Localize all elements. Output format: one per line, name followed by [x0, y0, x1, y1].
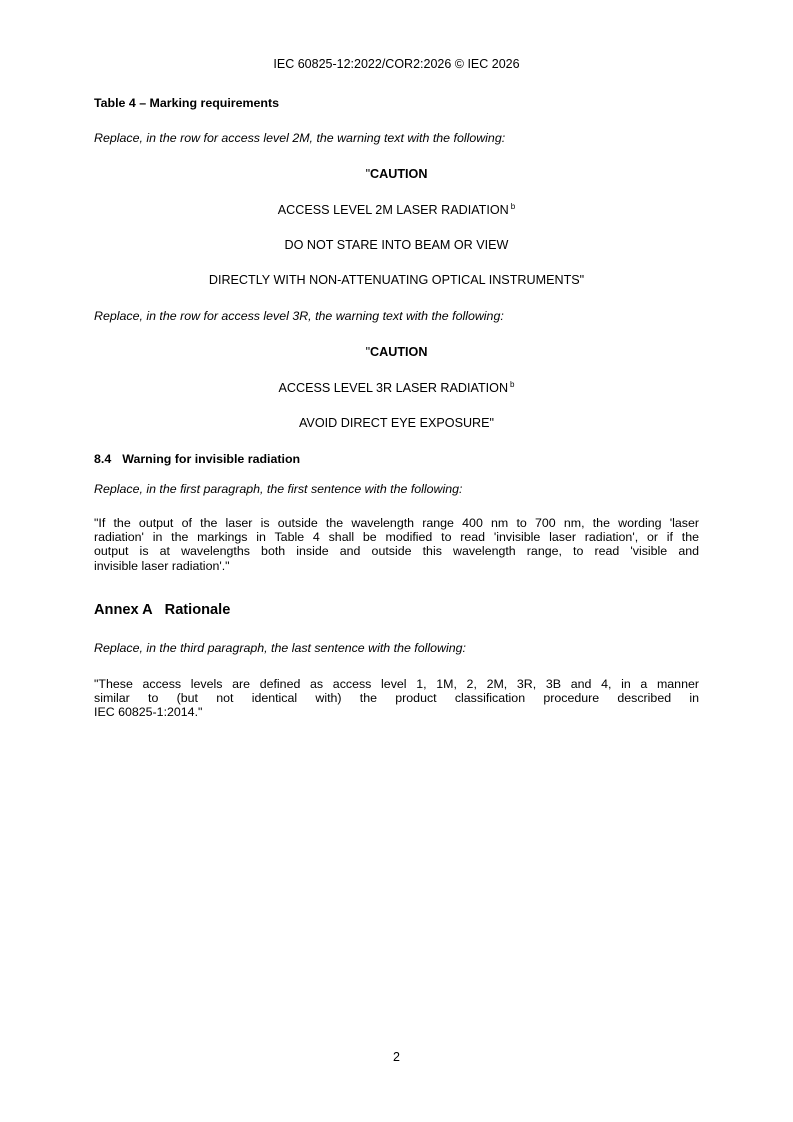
section-8-4-heading: [94, 452, 300, 466]
footnote-ref: b: [510, 380, 515, 389]
caution-2m: [0, 167, 793, 181]
instruction-8-4: Replace, in the first paragraph, the first sentence with the following:: [94, 482, 463, 496]
annex-a-paragraph: [94, 677, 699, 720]
paragraph-line: similar to (but not identical with) the product classification procedure described in: [94, 691, 699, 706]
caution-label: CAUTION: [370, 167, 428, 181]
page-header: IEC 60825-12:2022/COR2:2026 © IEC 2026: [273, 57, 520, 71]
warning-3r-line1: [0, 381, 793, 395]
page-number: 2: [393, 1050, 400, 1064]
paragraph-line: radiation' in the markings in Table 4 shall be modified to read 'invisible laser radiation', or if the: [94, 530, 699, 545]
annex-title: Rationale: [164, 602, 231, 618]
caution-3r: [0, 345, 793, 359]
annex-a-heading: [94, 602, 230, 618]
table4-heading: Table 4 – Marking requirements: [94, 96, 279, 110]
instruction-annex-a: Replace, in the third paragraph, the last sentence with the following:: [94, 641, 466, 655]
section-number: 8.4: [94, 452, 112, 466]
warning-3r-line2: AVOID DIRECT EYE EXPOSURE": [298, 416, 495, 430]
warning-2m-line3: DIRECTLY WITH NON-ATTENUATING OPTICAL INSTRUMENTS": [208, 273, 585, 287]
annex-label: Annex A: [94, 602, 153, 618]
paragraph-line: "These access levels are defined as access level 1, 1M, 2, 2M, 3R, 3B and 4, in a manner: [94, 677, 699, 691]
warning-2m-line2: DO NOT STARE INTO BEAM OR VIEW: [284, 238, 509, 252]
paragraph-line: invisible laser radiation'.": [94, 558, 230, 573]
paragraph-line: "If the output of the laser is outside the wavelength range 400 nm to 700 nm, the wording 'laser: [94, 516, 699, 530]
quote-mark: ": [365, 345, 371, 359]
section-8-4-paragraph: [94, 516, 699, 573]
footnote-ref: b: [510, 202, 516, 211]
paragraph-line: output is at wavelengths both inside and outside this wavelength range, to read 'visible and: [94, 544, 699, 559]
instruction-2m: Replace, in the row for access level 2M, the warning text with the following:: [94, 131, 506, 145]
paragraph-line: IEC 60825-1:2014.": [94, 705, 203, 720]
warning-text: ACCESS LEVEL 2M LASER RADIATION: [277, 203, 509, 217]
caution-label: CAUTION: [370, 345, 428, 359]
quote-mark: ": [365, 167, 371, 181]
warning-2m-line1: [0, 203, 793, 217]
warning-text: ACCESS LEVEL 3R LASER RADIATION: [278, 381, 509, 395]
instruction-3r: Replace, in the row for access level 3R, the warning text with the following:: [94, 309, 504, 323]
section-title: Warning for invisible radiation: [122, 452, 301, 466]
